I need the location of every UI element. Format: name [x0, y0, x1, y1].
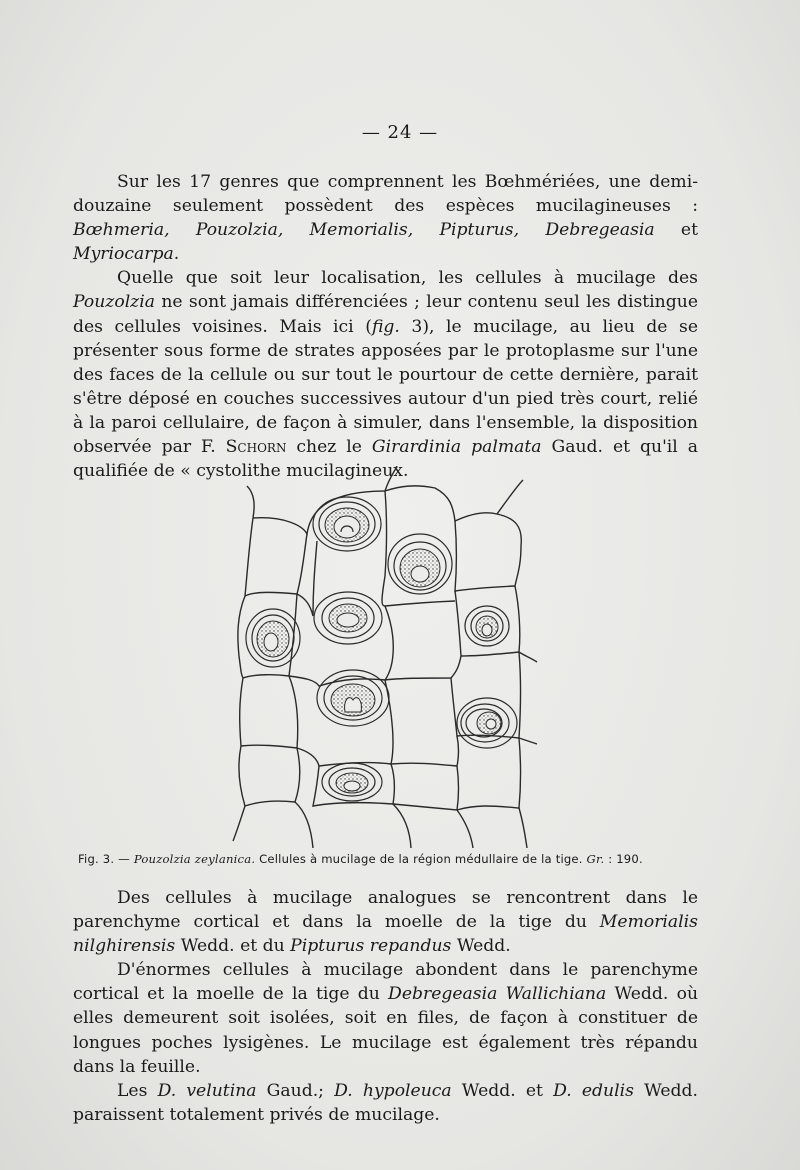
cell-walls: [233, 466, 537, 848]
text-run: 3), le mucilage, au lieu de se présenter sous forme de strates apposées par le protoplasme sur l'une des faces de la cellule ou sur tout le pourtour de cette dernière, parait s'être déposé en couches successives autour d'un pied très court, relié à la paroi cellulaire, de façon à simuler, dans l'ensemble, la disposition observée par F.: [73, 316, 699, 458]
mucilage-cell: [246, 609, 300, 667]
text-run: .: [173, 244, 180, 265]
text-run: Wedd. paraissent totalement privés de mucilage.: [73, 1080, 698, 1125]
mucilage-cell: [313, 497, 381, 551]
italic-run: D. velutina: [157, 1080, 257, 1101]
text-run: chez le: [286, 437, 372, 458]
italic-run: Memorialis nilghirensis: [73, 912, 698, 957]
text-run: Gaud. et qu'il a qualifiée de « cystolithe mucilagineux.: [73, 437, 698, 482]
italic-run: fig.: [371, 316, 400, 337]
paragraph: [73, 266, 698, 483]
italic-run: Pouzolzia: [73, 292, 155, 313]
mucilage-cell: [317, 670, 389, 726]
italic-run: D. edulis: [553, 1080, 634, 1101]
paragraph: [73, 958, 698, 1078]
italic-run: Debregeasia Wallichiana: [388, 984, 607, 1005]
italic-run: Gr.: [586, 852, 605, 866]
mucilage-cell: [322, 763, 382, 801]
text-run: Cellules à mucilage de la région médullaire de la tige.: [255, 852, 587, 866]
text-run: Wedd. et: [451, 1080, 554, 1101]
text-run: D'énormes cellules à mucilage abondent dans le parenchyme cortical et la moelle de la tige du: [73, 960, 698, 1005]
paragraph: [73, 886, 698, 958]
italic-run: Bœhmeria, Pouzolzia, Memorialis, Pipturus, Debregeasia: [73, 220, 655, 241]
bottom-text-block: [73, 886, 698, 1127]
page-number: — 24 —: [361, 122, 439, 143]
paragraph: [73, 170, 698, 266]
italic-run: Myriocarpa: [73, 244, 174, 265]
top-text-block: [73, 170, 698, 483]
text-run: Sur les 17 genres que comprennent les Bœhmériées, une demi-douzaine seulement possèdent des espèces mucilagineuses :: [73, 172, 698, 217]
text-run: Quelle que soit leur localisation, les cellules à mucilage des: [117, 268, 698, 289]
text-run: et: [654, 220, 698, 241]
text-run: Fig. 3. —: [78, 852, 134, 866]
small-caps-run: Schorn: [225, 437, 287, 458]
mucilage-cell: [388, 534, 452, 594]
mucilage-cell: [457, 698, 517, 748]
text-run: Les: [117, 1080, 158, 1101]
italic-run: Girardinia palmata: [371, 437, 542, 458]
cell-drawing: [225, 466, 545, 848]
text-run: Des cellules à mucilage analogues se rencontrent dans le parenchyme cortical et dans la moelle de la tige du: [73, 888, 698, 933]
text-run: : 190.: [604, 852, 643, 866]
mucilage-cell: [465, 606, 509, 646]
italic-run: Pouzolzia zeylanica.: [133, 852, 256, 866]
text-run: ne sont jamais différenciées ; leur contenu seul les distingue des cellules voisines. Mais ici (: [73, 292, 698, 337]
text-run: Wedd.: [451, 936, 511, 957]
text-run: Gaud.;: [256, 1080, 335, 1101]
mucilage-cell: [314, 592, 382, 644]
figure-caption: [78, 852, 718, 866]
italic-run: Pipturus repandus: [290, 936, 452, 957]
italic-run: D. hypoleuca: [334, 1080, 452, 1101]
text-run: Wedd. où elles demeurent soit isolées, soit en files, de façon à constituer de longues poches lysigènes. Le mucilage est également très répandu dans la feuille.: [73, 984, 699, 1077]
paragraph: [73, 1079, 698, 1127]
text-run: Wedd. et du: [175, 936, 291, 957]
